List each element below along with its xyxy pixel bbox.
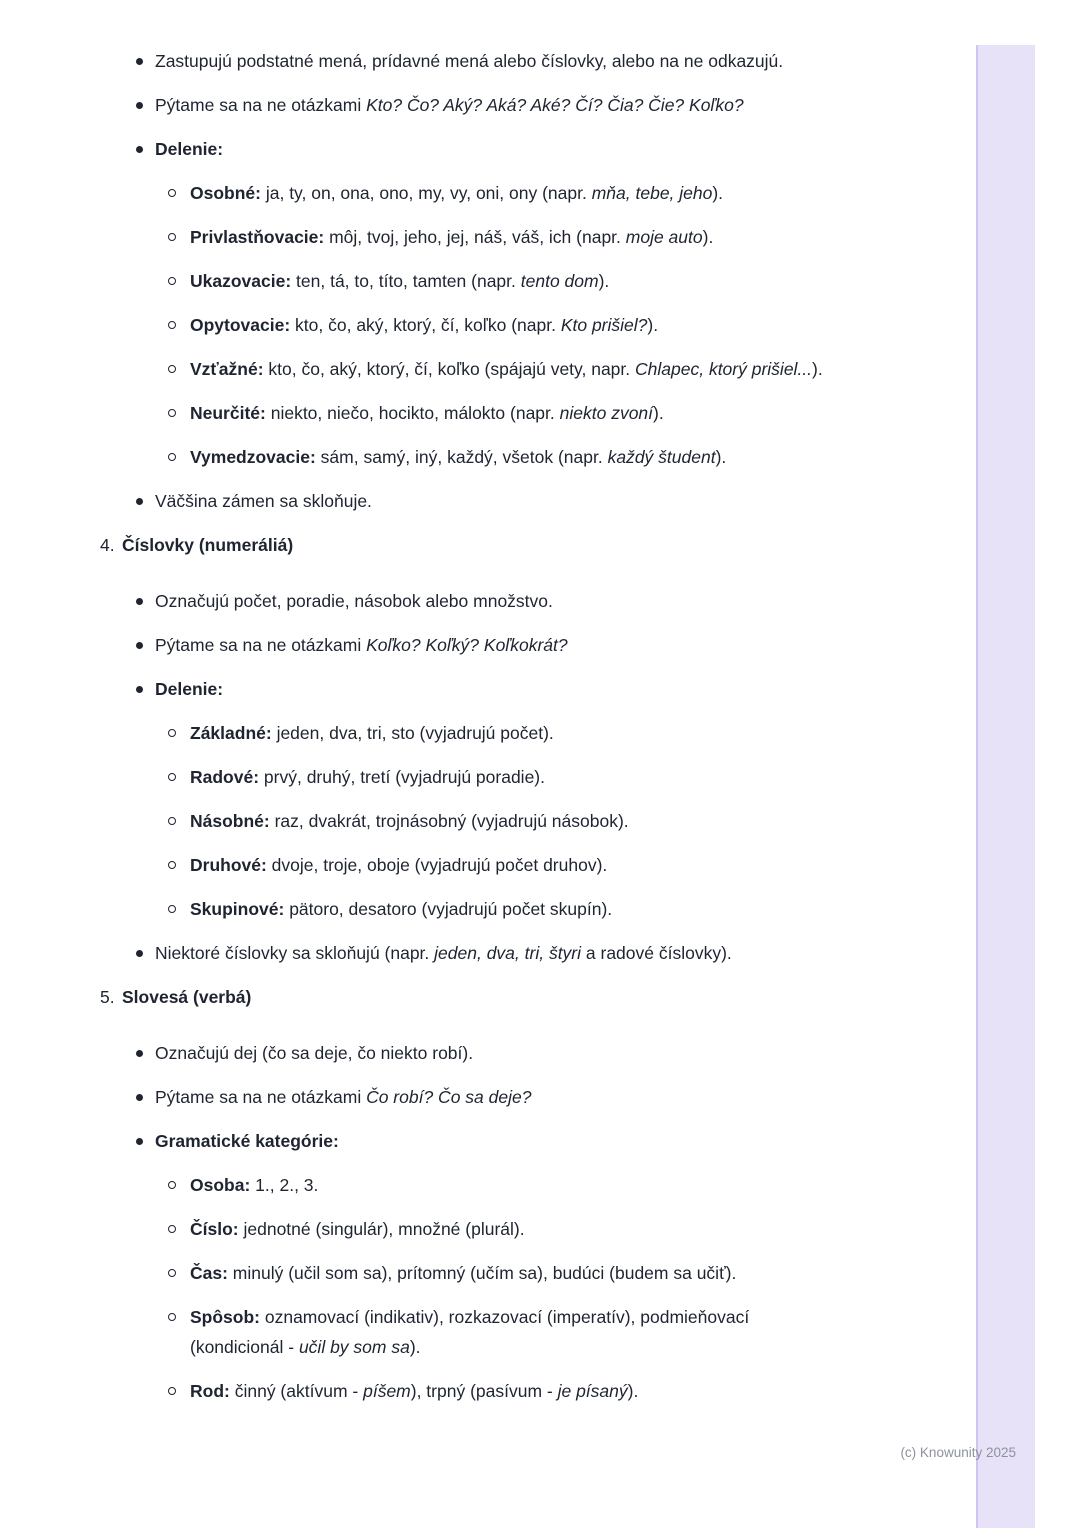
bullet-circle-marker (168, 1387, 176, 1395)
text-segment: každý študent (607, 447, 716, 467)
text-segment: Vzťažné: (190, 359, 264, 379)
text-segment: Označujú počet, poradie, násobok alebo množstvo. (155, 591, 553, 611)
bullet-dot-marker (136, 598, 143, 605)
text-segment: tento dom (520, 271, 599, 291)
sub-list-item (100, 762, 840, 792)
text-segment: Chlapec, ktorý prišiel... (635, 359, 813, 379)
text-segment: jednotné (singulár), množné (plurál). (238, 1219, 525, 1239)
text-segment: ). (598, 271, 610, 291)
text-segment: píšem (363, 1381, 411, 1401)
item-text (190, 359, 823, 379)
item-text (190, 183, 723, 203)
bullet-dot-marker (136, 498, 143, 505)
bullet-circle-marker (168, 453, 176, 461)
text-segment: Číslovky (numeráliá) (122, 535, 294, 555)
item-text (190, 315, 658, 335)
list-item (100, 1126, 840, 1156)
text-segment: Označujú dej (čo sa deje, čo niekto robí). (155, 1043, 474, 1063)
item-text (190, 899, 612, 919)
text-segment: Čo robí? Čo sa deje? (366, 1087, 532, 1107)
text-segment: Neurčité: (190, 403, 266, 423)
list-item (100, 1082, 840, 1112)
text-segment: mňa, tebe, jeho (591, 183, 713, 203)
item-text (155, 51, 783, 71)
item-text (190, 767, 545, 787)
text-segment: Delenie: (155, 139, 224, 159)
text-segment: Gramatické kategórie: (155, 1131, 339, 1151)
right-accent-strip (976, 45, 1035, 1528)
text-segment: Kto? Čo? Aký? Aká? Aké? Čí? Čia? Čie? Koľko? (366, 95, 744, 115)
list-item (100, 630, 840, 660)
text-segment: moje auto (625, 227, 703, 247)
text-segment: Kto prišiel? (560, 315, 648, 335)
text-segment: Slovesá (verbá) (122, 987, 252, 1007)
bullet-circle-marker (168, 365, 176, 373)
sub-list-item (100, 222, 840, 252)
bullet-circle-marker (168, 905, 176, 913)
text-segment: Násobné: (190, 811, 270, 831)
sub-list-item (100, 354, 840, 384)
item-text (190, 1307, 749, 1357)
text-segment: Spôsob: (190, 1307, 260, 1327)
text-segment: Druhové: (190, 855, 267, 875)
text-segment: Delenie: (155, 679, 224, 699)
text-segment: Opytovacie: (190, 315, 291, 335)
text-segment: ). (702, 227, 714, 247)
item-text (122, 535, 293, 555)
sub-list-item (100, 266, 840, 296)
text-segment: kto, čo, aký, ktorý, čí, koľko (napr. (290, 315, 561, 335)
numbered-heading (100, 530, 840, 560)
item-text (155, 1043, 473, 1063)
bullet-dot-marker (136, 1050, 143, 1057)
text-segment: ). (812, 359, 823, 379)
text-segment: ). (627, 1381, 639, 1401)
item-text (155, 591, 553, 611)
sub-list-item (100, 398, 840, 428)
item-text (155, 635, 568, 655)
document-body (100, 46, 840, 1420)
text-segment: Väčšina zámen sa skloňuje. (155, 491, 372, 511)
item-number: 4. (100, 535, 115, 555)
sub-list-item (100, 310, 840, 340)
text-segment: dvoje, troje, oboje (vyjadrujú počet druhov). (266, 855, 608, 875)
text-segment: raz, dvakrát, trojnásobný (vyjadrujú násobok). (269, 811, 629, 831)
text-segment: ). (409, 1337, 421, 1357)
sub-list-item (100, 806, 840, 836)
bullet-circle-marker (168, 817, 176, 825)
list-item (100, 586, 840, 616)
sub-list-item (100, 1376, 840, 1406)
item-text (155, 1131, 339, 1151)
item-number: 5. (100, 987, 115, 1007)
item-text (155, 943, 732, 963)
list-item (100, 46, 840, 76)
item-text (190, 403, 664, 423)
text-segment: prvý, druhý, tretí (vyjadrujú poradie). (259, 767, 545, 787)
bullet-circle-marker (168, 321, 176, 329)
bullet-circle-marker (168, 1269, 176, 1277)
bullet-circle-marker (168, 409, 176, 417)
bullet-dot-marker (136, 58, 143, 65)
item-text (155, 1087, 531, 1107)
bullet-dot-marker (136, 686, 143, 693)
item-text (190, 1175, 318, 1195)
bullet-circle-marker (168, 189, 176, 197)
item-text (122, 987, 251, 1007)
text-segment: Pýtame sa na ne otázkami (155, 95, 367, 115)
item-text (155, 491, 372, 511)
list-item (100, 486, 840, 516)
text-segment: Vymedzovacie: (190, 447, 316, 467)
bullet-circle-marker (168, 233, 176, 241)
text-segment: Zastupujú podstatné mená, prídavné mená alebo číslovky, alebo na ne odkazujú. (155, 51, 784, 71)
text-segment: a radové číslovky). (581, 943, 732, 963)
bullet-dot-marker (136, 950, 143, 957)
list-item (100, 938, 840, 968)
item-text (190, 1219, 525, 1239)
sub-list-item (100, 178, 840, 208)
text-segment: Skupinové: (190, 899, 285, 919)
bullet-circle-marker (168, 277, 176, 285)
text-segment: ). (715, 447, 727, 467)
text-segment: niekto, niečo, hocikto, málokto (napr. (265, 403, 560, 423)
text-segment: učil by som sa (298, 1337, 410, 1357)
sub-list-item (100, 442, 840, 472)
text-segment: ). (712, 183, 724, 203)
text-segment: ). (653, 403, 664, 423)
item-text (190, 1381, 638, 1401)
text-segment: Koľko? Koľký? Koľkokrát? (366, 635, 568, 655)
text-segment: jeden, dva, tri, štyri (434, 943, 582, 963)
bullet-circle-marker (168, 1313, 176, 1321)
text-segment: Pýtame sa na ne otázkami (155, 635, 367, 655)
bullet-circle-marker (168, 1181, 176, 1189)
item-text (190, 855, 607, 875)
item-text (155, 679, 223, 699)
sub-list-item (100, 1170, 840, 1200)
item-text (190, 1263, 736, 1283)
sub-list-item (100, 1214, 840, 1244)
bullet-circle-marker (168, 1225, 176, 1233)
text-segment: je písaný (557, 1381, 628, 1401)
bullet-dot-marker (136, 1094, 143, 1101)
text-segment: činný (aktívum - (229, 1381, 364, 1401)
sub-list-item (100, 1258, 840, 1288)
text-segment: minulý (učil som sa), prítomný (učím sa), budúci (budem sa učiť). (227, 1263, 737, 1283)
sub-list-item (100, 718, 840, 748)
text-segment: Pýtame sa na ne otázkami (155, 1087, 367, 1107)
list-item (100, 90, 840, 120)
sub-list-item (100, 1302, 840, 1362)
text-segment: Osoba: (190, 1175, 251, 1195)
item-text (190, 447, 726, 467)
text-segment: Čas: (190, 1263, 228, 1283)
text-segment: pätoro, desatoro (vyjadrujú počet skupín). (284, 899, 613, 919)
bullet-dot-marker (136, 102, 143, 109)
text-segment: sám, samý, iný, každý, všetok (napr. (315, 447, 608, 467)
text-segment: môj, tvoj, jeho, jej, náš, váš, ich (napr. (324, 227, 626, 247)
list-item (100, 1038, 840, 1068)
bullet-dot-marker (136, 642, 143, 649)
bullet-dot-marker (136, 146, 143, 153)
text-segment: Privlastňovacie: (190, 227, 325, 247)
text-segment: jeden, dva, tri, sto (vyjadrujú počet). (271, 723, 554, 743)
list-item (100, 134, 840, 164)
text-segment: 1., 2., 3. (250, 1175, 319, 1195)
copyright-notice: (c) Knowunity 2025 (900, 1445, 1016, 1460)
bullet-circle-marker (168, 861, 176, 869)
text-segment: ). (647, 315, 659, 335)
item-text (190, 811, 629, 831)
text-segment: Číslo: (190, 1219, 239, 1239)
text-segment: Rod: (190, 1381, 230, 1401)
text-segment: Základné: (190, 723, 272, 743)
text-segment: Osobné: (190, 183, 261, 203)
item-text (190, 227, 713, 247)
item-text (190, 271, 609, 291)
text-segment: ja, ty, on, ona, ono, my, vy, oni, ony (napr. (260, 183, 592, 203)
bullet-circle-marker (168, 729, 176, 737)
text-segment: ten, tá, to, títo, tamten (napr. (291, 271, 521, 291)
bullet-circle-marker (168, 773, 176, 781)
text-segment: kto, čo, aký, ktorý, čí, koľko (spájajú vety, napr. (263, 359, 636, 379)
text-segment: oznamovací (indikativ), rozkazovací (imperatív), podmieňovací (kondicionál - (190, 1307, 750, 1357)
numbered-heading (100, 982, 840, 1012)
text-segment: ), trpný (pasívum - (410, 1381, 558, 1401)
text-segment: Ukazovacie: (190, 271, 292, 291)
item-text (190, 723, 554, 743)
text-segment: Niektoré číslovky sa skloňujú (napr. (155, 943, 435, 963)
sub-list-item (100, 894, 840, 924)
item-text (155, 95, 744, 115)
list-item (100, 674, 840, 704)
text-segment: niekto zvoní (559, 403, 654, 423)
text-segment: Radové: (190, 767, 260, 787)
bullet-dot-marker (136, 1138, 143, 1145)
sub-list-item (100, 850, 840, 880)
item-text (155, 139, 223, 159)
